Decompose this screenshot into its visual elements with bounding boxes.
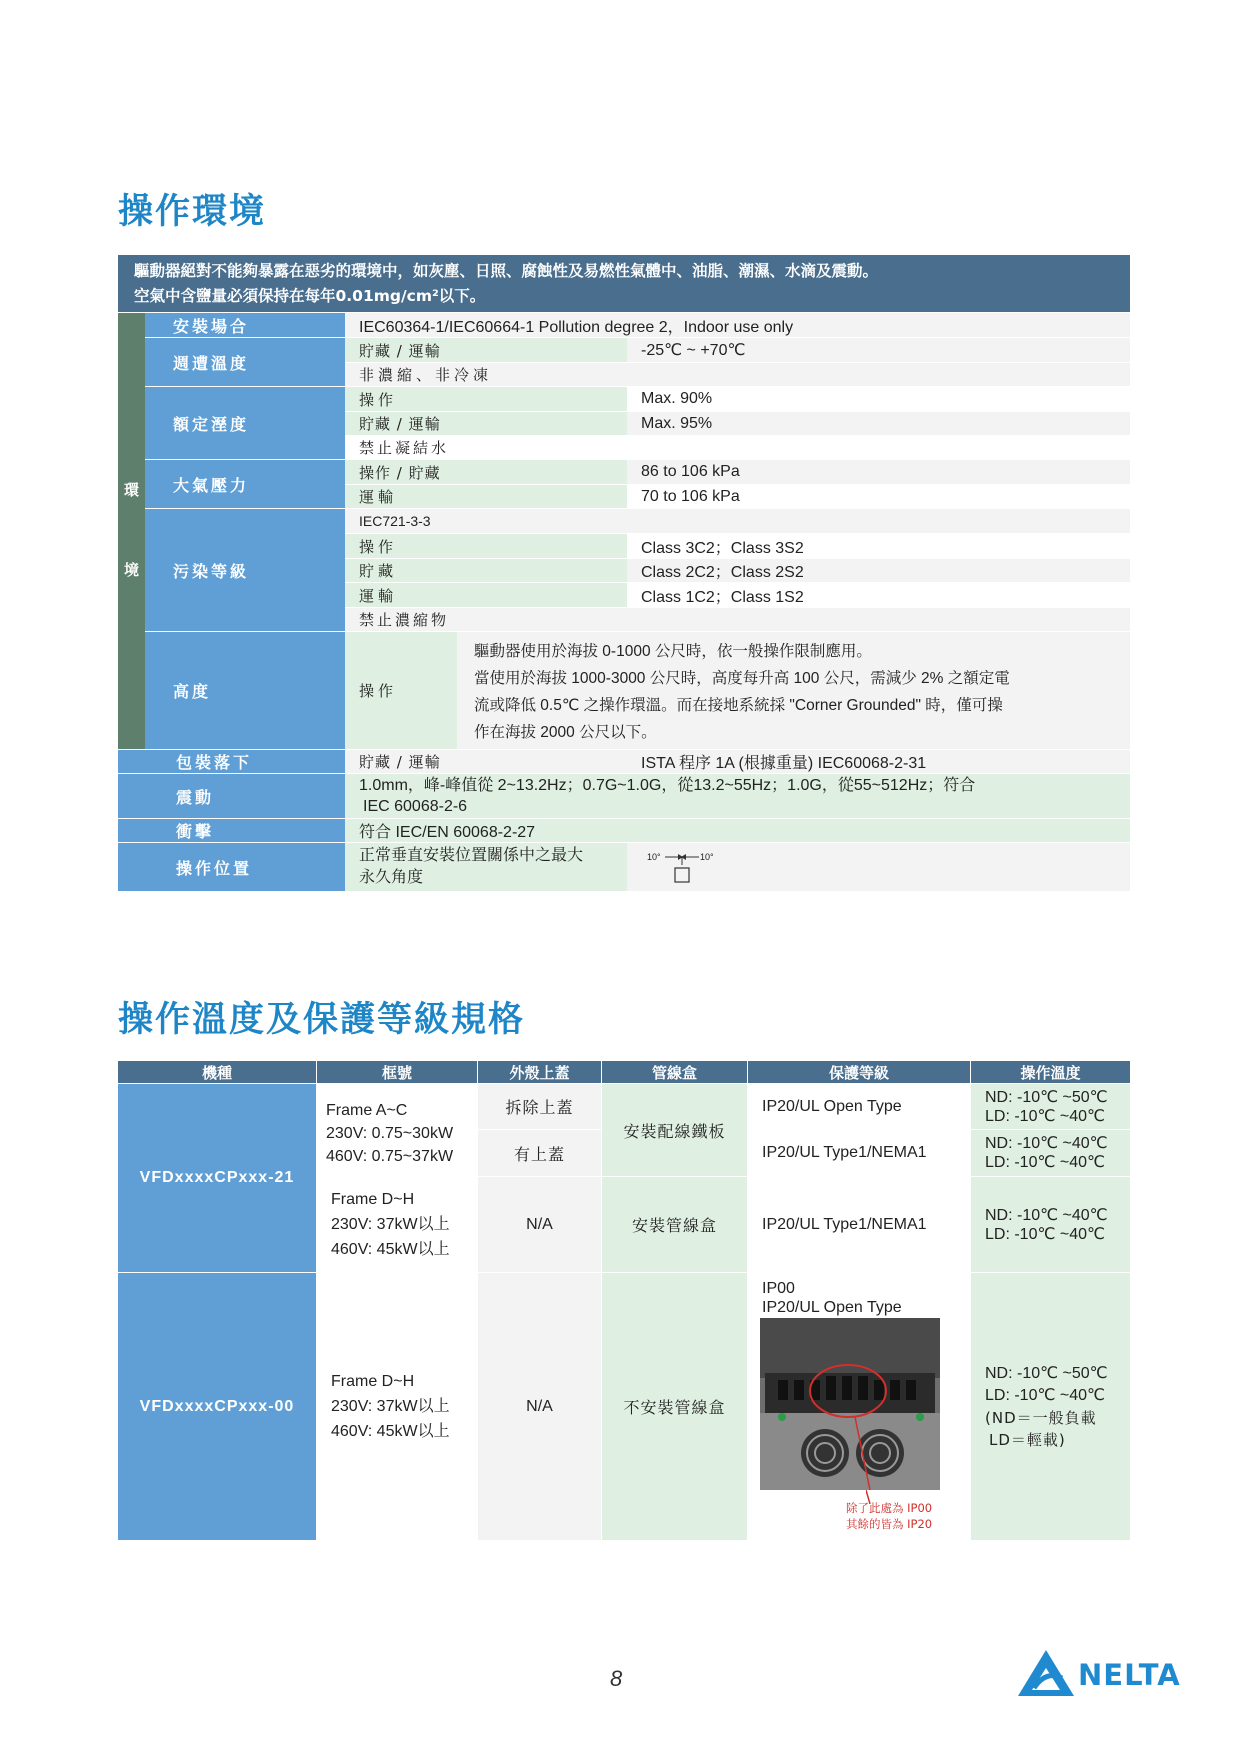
- pollution-sub-storage: 貯藏: [345, 559, 627, 582]
- position-diagram-cell: [627, 843, 1130, 891]
- temp-a-line-2: LD: -10℃ ~40℃: [985, 1107, 1105, 1125]
- label-altitude: 高度: [145, 632, 345, 749]
- label-operation-position: 操作位置: [118, 843, 345, 891]
- brand-wordmark: NELTA: [1078, 1658, 1181, 1692]
- header-protection-level: 保護等級: [748, 1061, 970, 1083]
- angle-left-label: 10°: [647, 852, 661, 862]
- pollution-note: 禁止濃縮物: [345, 608, 1130, 631]
- drive-terminal-photo: [760, 1318, 940, 1490]
- model-21: VFDxxxxCPxxx-21: [118, 1084, 316, 1272]
- label-rated-humidity: 額定溼度: [145, 387, 345, 459]
- position-line-2: 永久角度: [359, 869, 424, 886]
- altitude-line-3: 流或降低 0.5℃ 之操作環溫。而在接地系統採 "Corner Grounded" 時，僅可操: [474, 697, 1003, 714]
- temp-a-line-1: ND: -10℃ ~50℃: [985, 1088, 1108, 1106]
- pressure-sub-operation: 操作 / 貯藏: [345, 460, 627, 484]
- environment-sidebar: [118, 313, 145, 749]
- temp-d-line-4: LD＝輕載): [989, 1430, 1066, 1449]
- altitude-line-1: 驅動器使用於海拔 0-1000 公尺時，依一般操作限制應用。: [474, 643, 872, 660]
- temp-d-line-2: LD: -10℃ ~40℃: [985, 1386, 1105, 1404]
- humidity-sub-operation: 操作: [345, 387, 627, 411]
- frame-dh2-line-1: Frame D~H: [331, 1373, 415, 1390]
- delta-triangle-icon: [1016, 1648, 1076, 1698]
- frame-dh2-line-2: 230V: 37kW以上: [331, 1398, 450, 1415]
- label-package-drop: 包裝落下: [118, 750, 345, 773]
- position-line-1: 正常垂直安裝位置關係中之最大: [359, 847, 584, 864]
- frame-ac-line-3: 460V: 0.75~37kW: [326, 1147, 454, 1165]
- frame-dh-cell: [317, 1177, 477, 1272]
- ip-open-type: IP20/UL Open Type: [748, 1084, 970, 1129]
- label-atmospheric-pressure: 大氣壓力: [145, 460, 345, 508]
- ip00-cell: [748, 1273, 970, 1540]
- ambient-value-storage: -25℃ ~ +70℃: [627, 338, 1130, 362]
- drop-value: ISTA 程序 1A (根據重量) IEC60068-2-31: [627, 750, 1130, 773]
- header-top-cover: 外殼上蓋: [478, 1061, 601, 1083]
- ip-open-b-label: IP20/UL Open Type: [762, 1299, 902, 1316]
- ip-type1-b: IP20/UL Type1/NEMA1: [748, 1177, 970, 1272]
- pollution-standard: IEC721-3-3: [345, 509, 1130, 533]
- vibration-line-1: 1.0mm，峰-峰值從 2~13.2Hz；0.7G~1.0G，從13.2~55Hz；1.0G，從55~512Hz；符合: [359, 777, 976, 794]
- frame-ac-cell: [317, 1084, 477, 1176]
- shock-value: 符合 IEC/EN 60068-2-27: [345, 819, 1130, 842]
- install-value: IEC60364-1/IEC60664-1 Pollution degree 2，Indoor use only: [345, 313, 1130, 337]
- humidity-note: 禁止凝結水: [345, 436, 1130, 459]
- label-ambient-temperature: 週遭溫度: [145, 338, 345, 386]
- pressure-value-transport: 70 to 106 kPa: [627, 485, 1130, 508]
- angle-right-label: 10°: [700, 852, 714, 862]
- conduit-box: 安裝管線盒: [602, 1177, 747, 1272]
- ambient-note: 非濃縮、非冷凍: [345, 363, 1130, 386]
- humidity-sub-storage: 貯藏 / 運輸: [345, 412, 627, 435]
- header-frame: 框號: [317, 1061, 477, 1083]
- ambient-sub-storage: 貯藏 / 運輸: [345, 338, 627, 362]
- model-00: VFDxxxxCPxxx-00: [118, 1273, 316, 1540]
- frame-dh-line-2: 230V: 37kW以上: [331, 1216, 450, 1233]
- cover-na: N/A: [478, 1177, 601, 1272]
- cover-with: 有上蓋: [478, 1130, 601, 1176]
- humidity-value-storage: Max. 95%: [627, 412, 1130, 435]
- page-number: 8: [610, 1666, 623, 1691]
- temp-a-cell: [971, 1084, 1130, 1129]
- section-title-operating-environment: 操作環境: [118, 192, 267, 232]
- mounting-angle-icon: [662, 851, 707, 887]
- temp-b-line-2: LD: -10℃ ~40℃: [985, 1154, 1105, 1171]
- pollution-sub-transport: 運輸: [345, 583, 627, 607]
- pollution-value-storage: Class 2C2；Class 2S2: [627, 559, 1130, 582]
- frame-dh2-cell: [317, 1273, 477, 1540]
- temp-d-line-1: ND: -10℃ ~50℃: [985, 1364, 1108, 1382]
- cover-remove: 拆除上蓋: [478, 1084, 601, 1129]
- cover-na-2: N/A: [478, 1273, 601, 1540]
- frame-dh-line-1: Frame D~H: [331, 1191, 415, 1208]
- label-vibration: 震動: [118, 774, 345, 818]
- frame-dh2-line-3: 460V: 45kW以上: [331, 1423, 450, 1440]
- no-conduit-box: 不安裝管線盒: [602, 1273, 747, 1540]
- pollution-value-operation: Class 3C2；Class 3S2: [627, 534, 1130, 558]
- section-title-temperature-protection: 操作溫度及保護等級規格: [118, 1000, 526, 1040]
- environment-warning-banner: [118, 255, 1130, 312]
- altitude-sub-operation: 操作: [345, 632, 457, 749]
- drop-sub: 貯藏 / 運輸: [345, 750, 627, 773]
- delta-logo: [1016, 1648, 1181, 1700]
- altitude-line-4: 作在海拔 2000 公尺以下。: [474, 724, 657, 741]
- sidebar-char-2: 境: [123, 561, 139, 579]
- position-description: [345, 843, 627, 891]
- vibration-line-2: IEC 60068-2-6: [363, 798, 468, 815]
- temp-b-line-1: ND: -10℃ ~40℃: [985, 1135, 1108, 1152]
- banner-line-1: 驅動器絕對不能夠暴露在惡劣的環境中，如灰塵、日照、腐蝕性及易燃性氣體中、油脂、潮濕、水滴及震動。: [134, 262, 879, 280]
- humidity-value-operation: Max. 90%: [627, 387, 1130, 411]
- temp-d-cell: [971, 1273, 1130, 1540]
- photo-note-line-1: 除了此處為 IP00: [846, 1501, 933, 1515]
- altitude-description: [457, 632, 1130, 749]
- altitude-line-2: 當使用於海拔 1000-3000 公尺時，高度每升高 100 公尺，需減少 2% 之額定電: [474, 670, 1010, 687]
- banner-line-2: 空氣中含鹽量必須保持在每年0.01mg/cm²以下。: [134, 287, 486, 305]
- temp-c-line-1: ND: -10℃ ~40℃: [985, 1206, 1108, 1224]
- temp-c-line-2: LD: -10℃ ~40℃: [985, 1225, 1105, 1243]
- label-shock: 衝擊: [118, 819, 345, 842]
- pollution-value-transport: Class 1C2；Class 1S2: [627, 583, 1130, 607]
- pressure-sub-transport: 運輸: [345, 485, 627, 508]
- label-pollution-degree: 污染等級: [145, 509, 345, 631]
- frame-ac-line-2: 230V: 0.75~30kW: [326, 1124, 454, 1142]
- vibration-value: [345, 774, 1130, 818]
- pressure-value-operation: 86 to 106 kPa: [627, 460, 1130, 484]
- label-installation: 安裝場合: [145, 313, 345, 337]
- header-model: 機種: [118, 1061, 316, 1083]
- temp-c-cell: [971, 1177, 1130, 1272]
- header-conduit-box: 管線盒: [602, 1061, 747, 1083]
- photo-note-line-2: 其餘的皆為 IP20: [846, 1517, 933, 1531]
- temp-d-line-3: (ND＝一般負載: [985, 1408, 1097, 1427]
- pollution-sub-operation: 操作: [345, 534, 627, 558]
- ip-type1: IP20/UL Type1/NEMA1: [748, 1130, 970, 1176]
- frame-ac-line-1: Frame A~C: [326, 1101, 408, 1119]
- temp-b-cell: [971, 1130, 1130, 1176]
- conduit-plate: 安裝配線鐵板: [602, 1084, 747, 1176]
- sidebar-char-1: 環: [123, 481, 139, 499]
- ip00-label: IP00: [762, 1280, 795, 1297]
- header-operating-temp: 操作溫度: [971, 1061, 1130, 1083]
- frame-dh-line-3: 460V: 45kW以上: [331, 1241, 450, 1258]
